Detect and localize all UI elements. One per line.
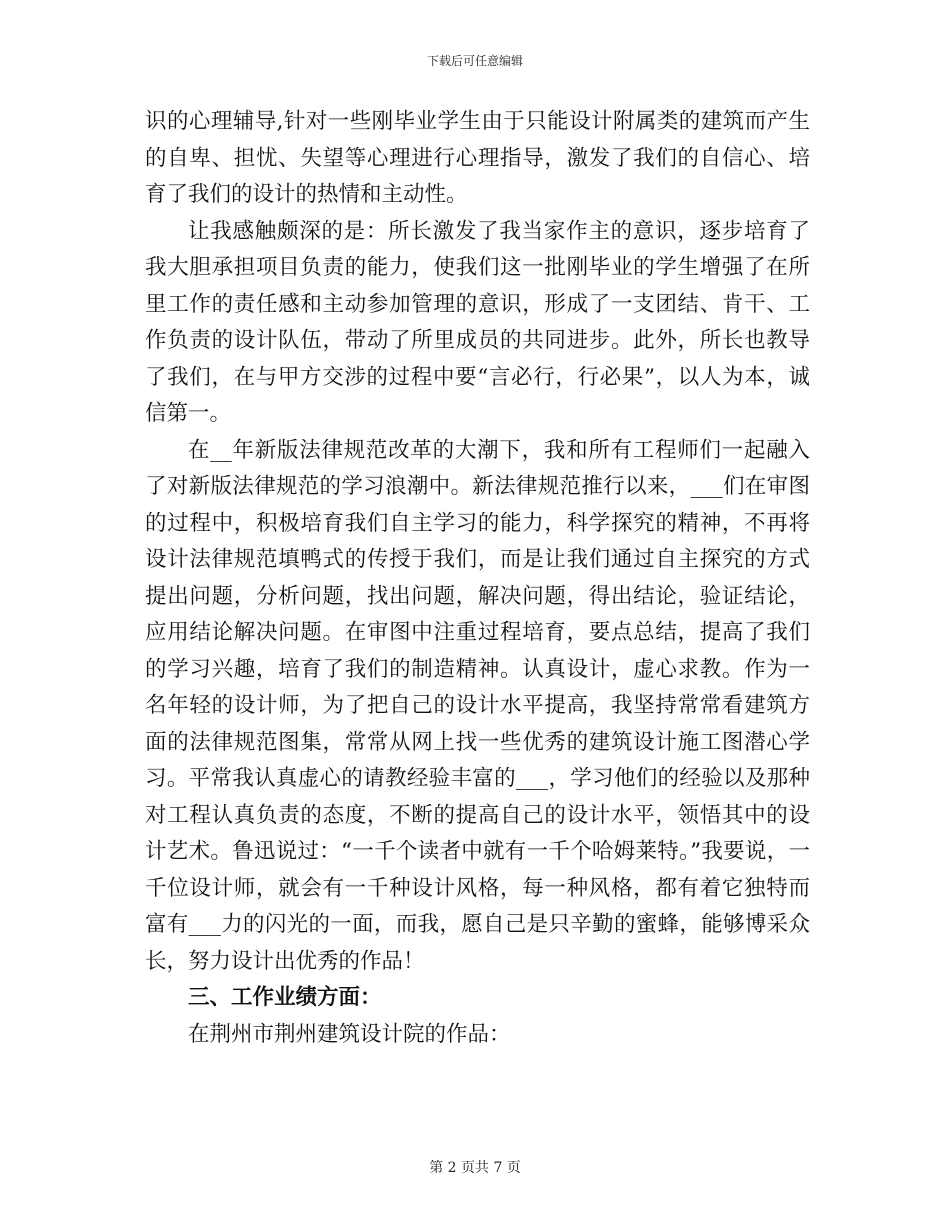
document-body [145, 104, 810, 1053]
paragraph-works-intro: 在荆州市荆州建筑设计院的作品： [188, 1021, 511, 1047]
page-footer: 第 2 页共 7 页 [429, 1160, 521, 1176]
paragraph-new-regulations: 在__年新版法律规范改革的大潮下，我和所有工程师们一起融入了对新版法律规范的学习浪潮中。新法律规范推行以来，___们在审图的过程中，积极培育我们自主学习的能力，科学探究的精神，不再将设计法律规范填鸭式的传授于我们，而是让我们通过自主探究的方式提出问题，分析问题，找出问题，解决问题，得出结论，验证结论，应用结论解决问题。在审图中注重过程培育，要点总结，提高了我们的学习兴趣，培育了我们的制造精神。认真设计，虚心求教。作为一名年轻的设计师，为了把自己的设计水平提高，我坚持常常看建筑方面的法律规范图集，常常从网上找一些优秀的建筑设计施工图潜心学习。平常我认真虚心的请教经验丰富的___，学习他们的经验以及那种对工程认真负责的态度，不断的提高自己的设计水平，领悟其中的设计艺术。鲁迅说过：“一千个读者中就有一千个哈姆莱特。”我要说，一千位设计师，就会有一千种设计风格，每一种风格，都有着它独特而富有___力的闪光的一面，而我，愿自己是只辛勤的蜜蜂，能够博采众长，努力设计出优秀的作品！ [145, 437, 810, 974]
paragraph-continuation: 识的心理辅导,针对一些刚毕业学生由于只能设计附属类的建筑而产生的自卑、担忧、失望等心理进行心理指导，激发了我们的自信心、培育了我们的设计的热情和主动性。 [145, 109, 810, 207]
page-header: 下载后可任意编辑 [426, 54, 523, 68]
paragraph-director-influence: 让我感触颇深的是：所长激发了我当家作主的意识，逐步培育了我大胆承担项目负责的能力，使我们这一批刚毕业的学生增强了在所里工作的责任感和主动参加管理的意识，形成了一支团结、肯干、工作负责的设计队伍，带动了所里成员的共同进步。此外，所长也教导了我们，在与甲方交涉的过程中要“言必行，行必果”，以人为本，诚信第一。 [145, 218, 810, 426]
section-heading: 三、工作业绩方面： [188, 985, 382, 1010]
